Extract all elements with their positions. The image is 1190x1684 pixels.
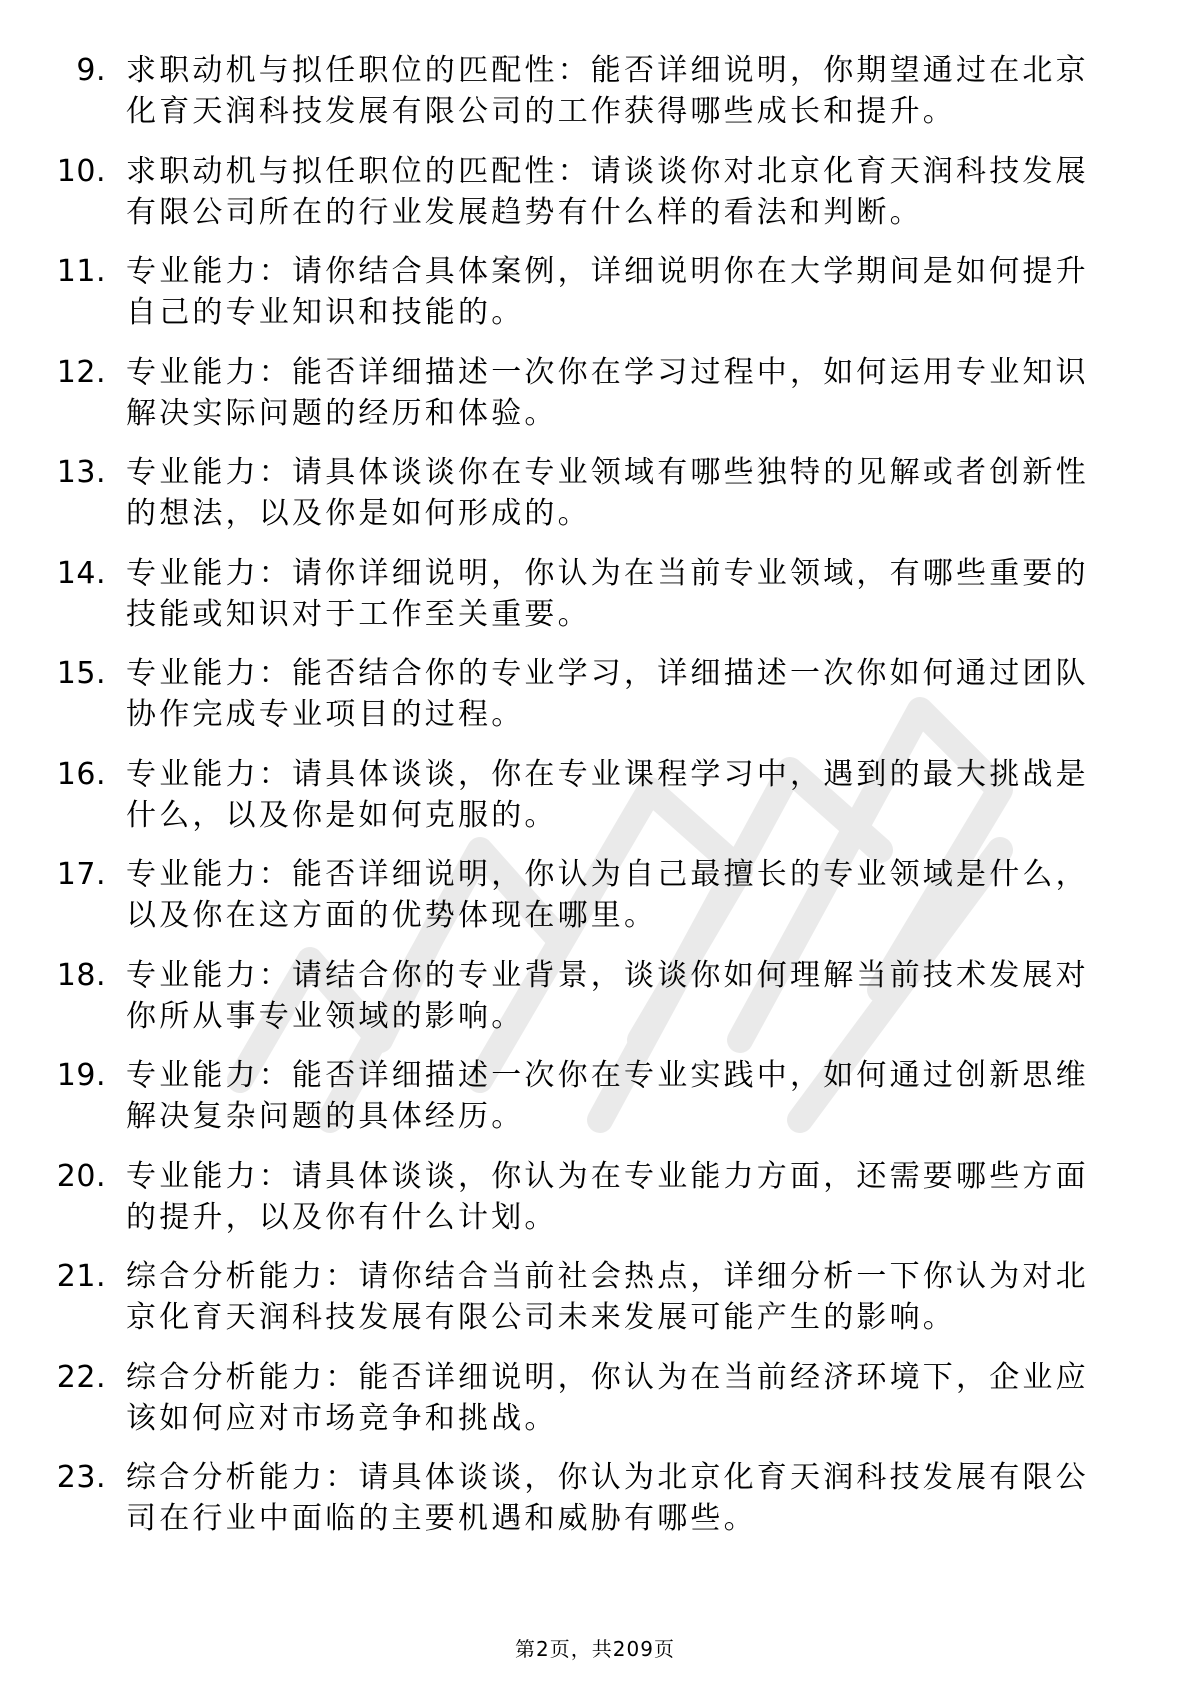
list-item (0, 955, 1190, 1056)
question-number: 16. (56, 756, 106, 792)
question-text: 专业能力：能否详细描述一次你在学习过程中，如何运用专业知识解决实际问题的经历和体验。 (126, 354, 1089, 431)
list-item (0, 1156, 1190, 1257)
question-number: 19. (56, 1058, 106, 1093)
list-item (0, 1256, 1190, 1357)
question-text: 专业能力：能否结合你的专业学习，详细描述一次你如何通过团队协作完成专业项目的过程。 (126, 656, 1089, 732)
question-text: 专业能力：能否详细说明，你认为自己最擅长的专业领域是什么，以及你在这方面的优势体现在哪里。 (126, 857, 1089, 933)
question-number: 9. (76, 53, 106, 88)
question-text: 综合分析能力：能否详细说明，你认为在当前经济环境下，企业应该如何应对市场竞争和挑战。 (126, 1359, 1089, 1436)
question-text: 专业能力：能否详细描述一次你在专业实践中，如何通过创新思维解决复杂问题的具体经历。 (126, 1058, 1089, 1134)
page-number-footer: 第2页，共209页 (515, 1637, 675, 1661)
list-item (0, 1055, 1190, 1156)
question-number: 23. (56, 1460, 106, 1495)
list-item (0, 553, 1190, 654)
question-number: 22. (56, 1359, 106, 1395)
list-item (0, 754, 1190, 855)
question-number: 18. (56, 957, 106, 993)
question-number: 20. (56, 1158, 106, 1194)
list-item (0, 251, 1190, 352)
question-number: 11. (56, 254, 106, 289)
question-text: 专业能力：请具体谈谈，你在专业课程学习中，遇到的最大挑战是什么，以及你是如何克服的。 (126, 756, 1089, 833)
question-text: 求职动机与拟任职位的匹配性：请谈谈你对北京化育天润科技发展有限公司所在的行业发展趋势有什么样的看法和判断。 (126, 153, 1089, 230)
list-item (0, 854, 1190, 955)
list-item (0, 653, 1190, 754)
question-number: 10. (56, 153, 106, 189)
question-number: 21. (56, 1259, 106, 1294)
question-text: 综合分析能力：请你结合当前社会热点，详细分析一下你认为对北京化育天润科技发展有限公司未来发展可能产生的影响。 (126, 1259, 1089, 1335)
list-item (0, 151, 1190, 252)
question-text: 求职动机与拟任职位的匹配性：能否详细说明，你期望通过在北京化育天润科技发展有限公司的工作获得哪些成长和提升。 (126, 53, 1089, 129)
question-text: 专业能力：请具体谈谈，你认为在专业能力方面，还需要哪些方面的提升，以及你有什么计划。 (126, 1158, 1089, 1235)
question-text: 专业能力：请你结合具体案例，详细说明你在大学期间是如何提升自己的专业知识和技能的。 (126, 254, 1089, 330)
question-number: 13. (56, 455, 106, 490)
question-text: 专业能力：请具体谈谈你在专业领域有哪些独特的见解或者创新性的想法，以及你是如何形成的。 (126, 455, 1089, 531)
question-text: 专业能力：请结合你的专业背景，谈谈你如何理解当前技术发展对你所从事专业领域的影响。 (126, 957, 1089, 1034)
question-number: 14. (56, 555, 106, 591)
question-number: 15. (56, 656, 106, 691)
list-item (0, 352, 1190, 453)
question-list (0, 50, 1190, 1558)
list-item (0, 1357, 1190, 1458)
question-text: 专业能力：请你详细说明，你认为在当前专业领域，有哪些重要的技能或知识对于工作至关重要。 (126, 555, 1089, 632)
question-number: 17. (56, 857, 106, 892)
list-item (0, 1457, 1190, 1558)
question-text: 综合分析能力：请具体谈谈，你认为北京化育天润科技发展有限公司在行业中面临的主要机遇和威胁有哪些。 (126, 1460, 1089, 1536)
list-item (0, 50, 1190, 151)
question-number: 12. (56, 354, 106, 390)
list-item (0, 452, 1190, 553)
